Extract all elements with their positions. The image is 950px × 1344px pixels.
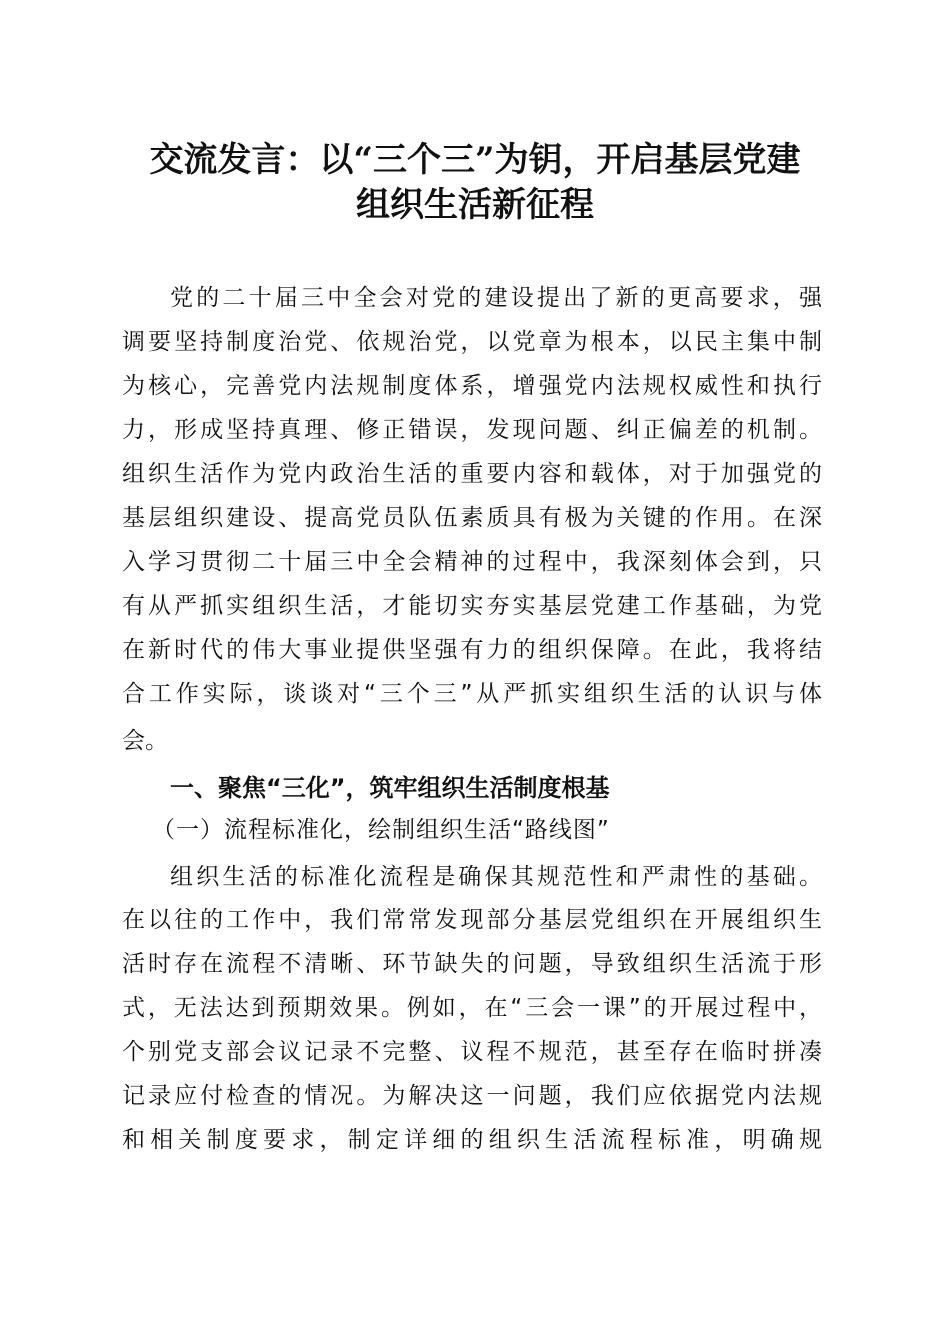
text-line: 基层组织建设、提高党员队伍素质具有极为关键的作用。在深: [122, 505, 822, 531]
text-line: 记录应付检查的情况。为解决这一问题，我们应依据党内法规: [122, 1083, 822, 1109]
text-line: 个别党支部会议记录不完整、议程不规范，甚至存在临时拼凑: [122, 1039, 822, 1065]
text-line: 和相关制度要求，制定详细的组织生活流程标准，明确规: [122, 1127, 822, 1153]
document-title-line-2: 组织生活新征程: [356, 185, 594, 225]
text-line: 组织生活作为党内政治生活的重要内容和载体，对于加强党的: [122, 461, 822, 487]
text-line: 调要坚持制度治党、依规治党，以党章为根本，以民主集中制: [122, 329, 822, 355]
text-line: 在以往的工作中，我们常常发现部分基层党组织在开展组织生: [122, 907, 822, 933]
text-line: 合工作实际，谈谈对“三个三”从严抓实组织生活的认识与体: [122, 681, 822, 707]
section-heading: 一、聚焦“三化”，筑牢组织生活制度根基: [170, 774, 610, 802]
text-line: 党的二十届三中全会对党的建设提出了新的更高要求，强: [170, 285, 822, 311]
document-title-line-1: 交流发言：以“三个三”为钥，开启基层党建: [149, 140, 801, 180]
text-line: 活时存在流程不清晰、环节缺失的问题，导致组织生活流于形: [122, 951, 822, 977]
text-line: 会。: [122, 728, 168, 754]
text-line: 组织生活的标准化流程是确保其规范性和严肃性的基础。: [170, 864, 822, 890]
text-line: 式，无法达到预期效果。例如，在“三会一课”的开展过程中，: [122, 995, 822, 1021]
text-line: 在新时代的伟大事业提供坚强有力的组织保障。在此，我将结: [122, 637, 822, 663]
text-line: 为核心，完善党内法规制度体系，增强党内法规权威性和执行: [122, 373, 822, 399]
text-line: 力，形成坚持真理、修正错误，发现问题、纠正偏差的机制。: [122, 417, 822, 443]
subsection-heading: （一）流程标准化，绘制组织生活“路线图”: [152, 817, 610, 843]
text-line: 入学习贯彻二十届三中全会精神的过程中，我深刻体会到，只: [122, 549, 822, 575]
text-line: 有从严抓实组织生活，才能切实夯实基层党建工作基础，为党: [122, 593, 822, 619]
